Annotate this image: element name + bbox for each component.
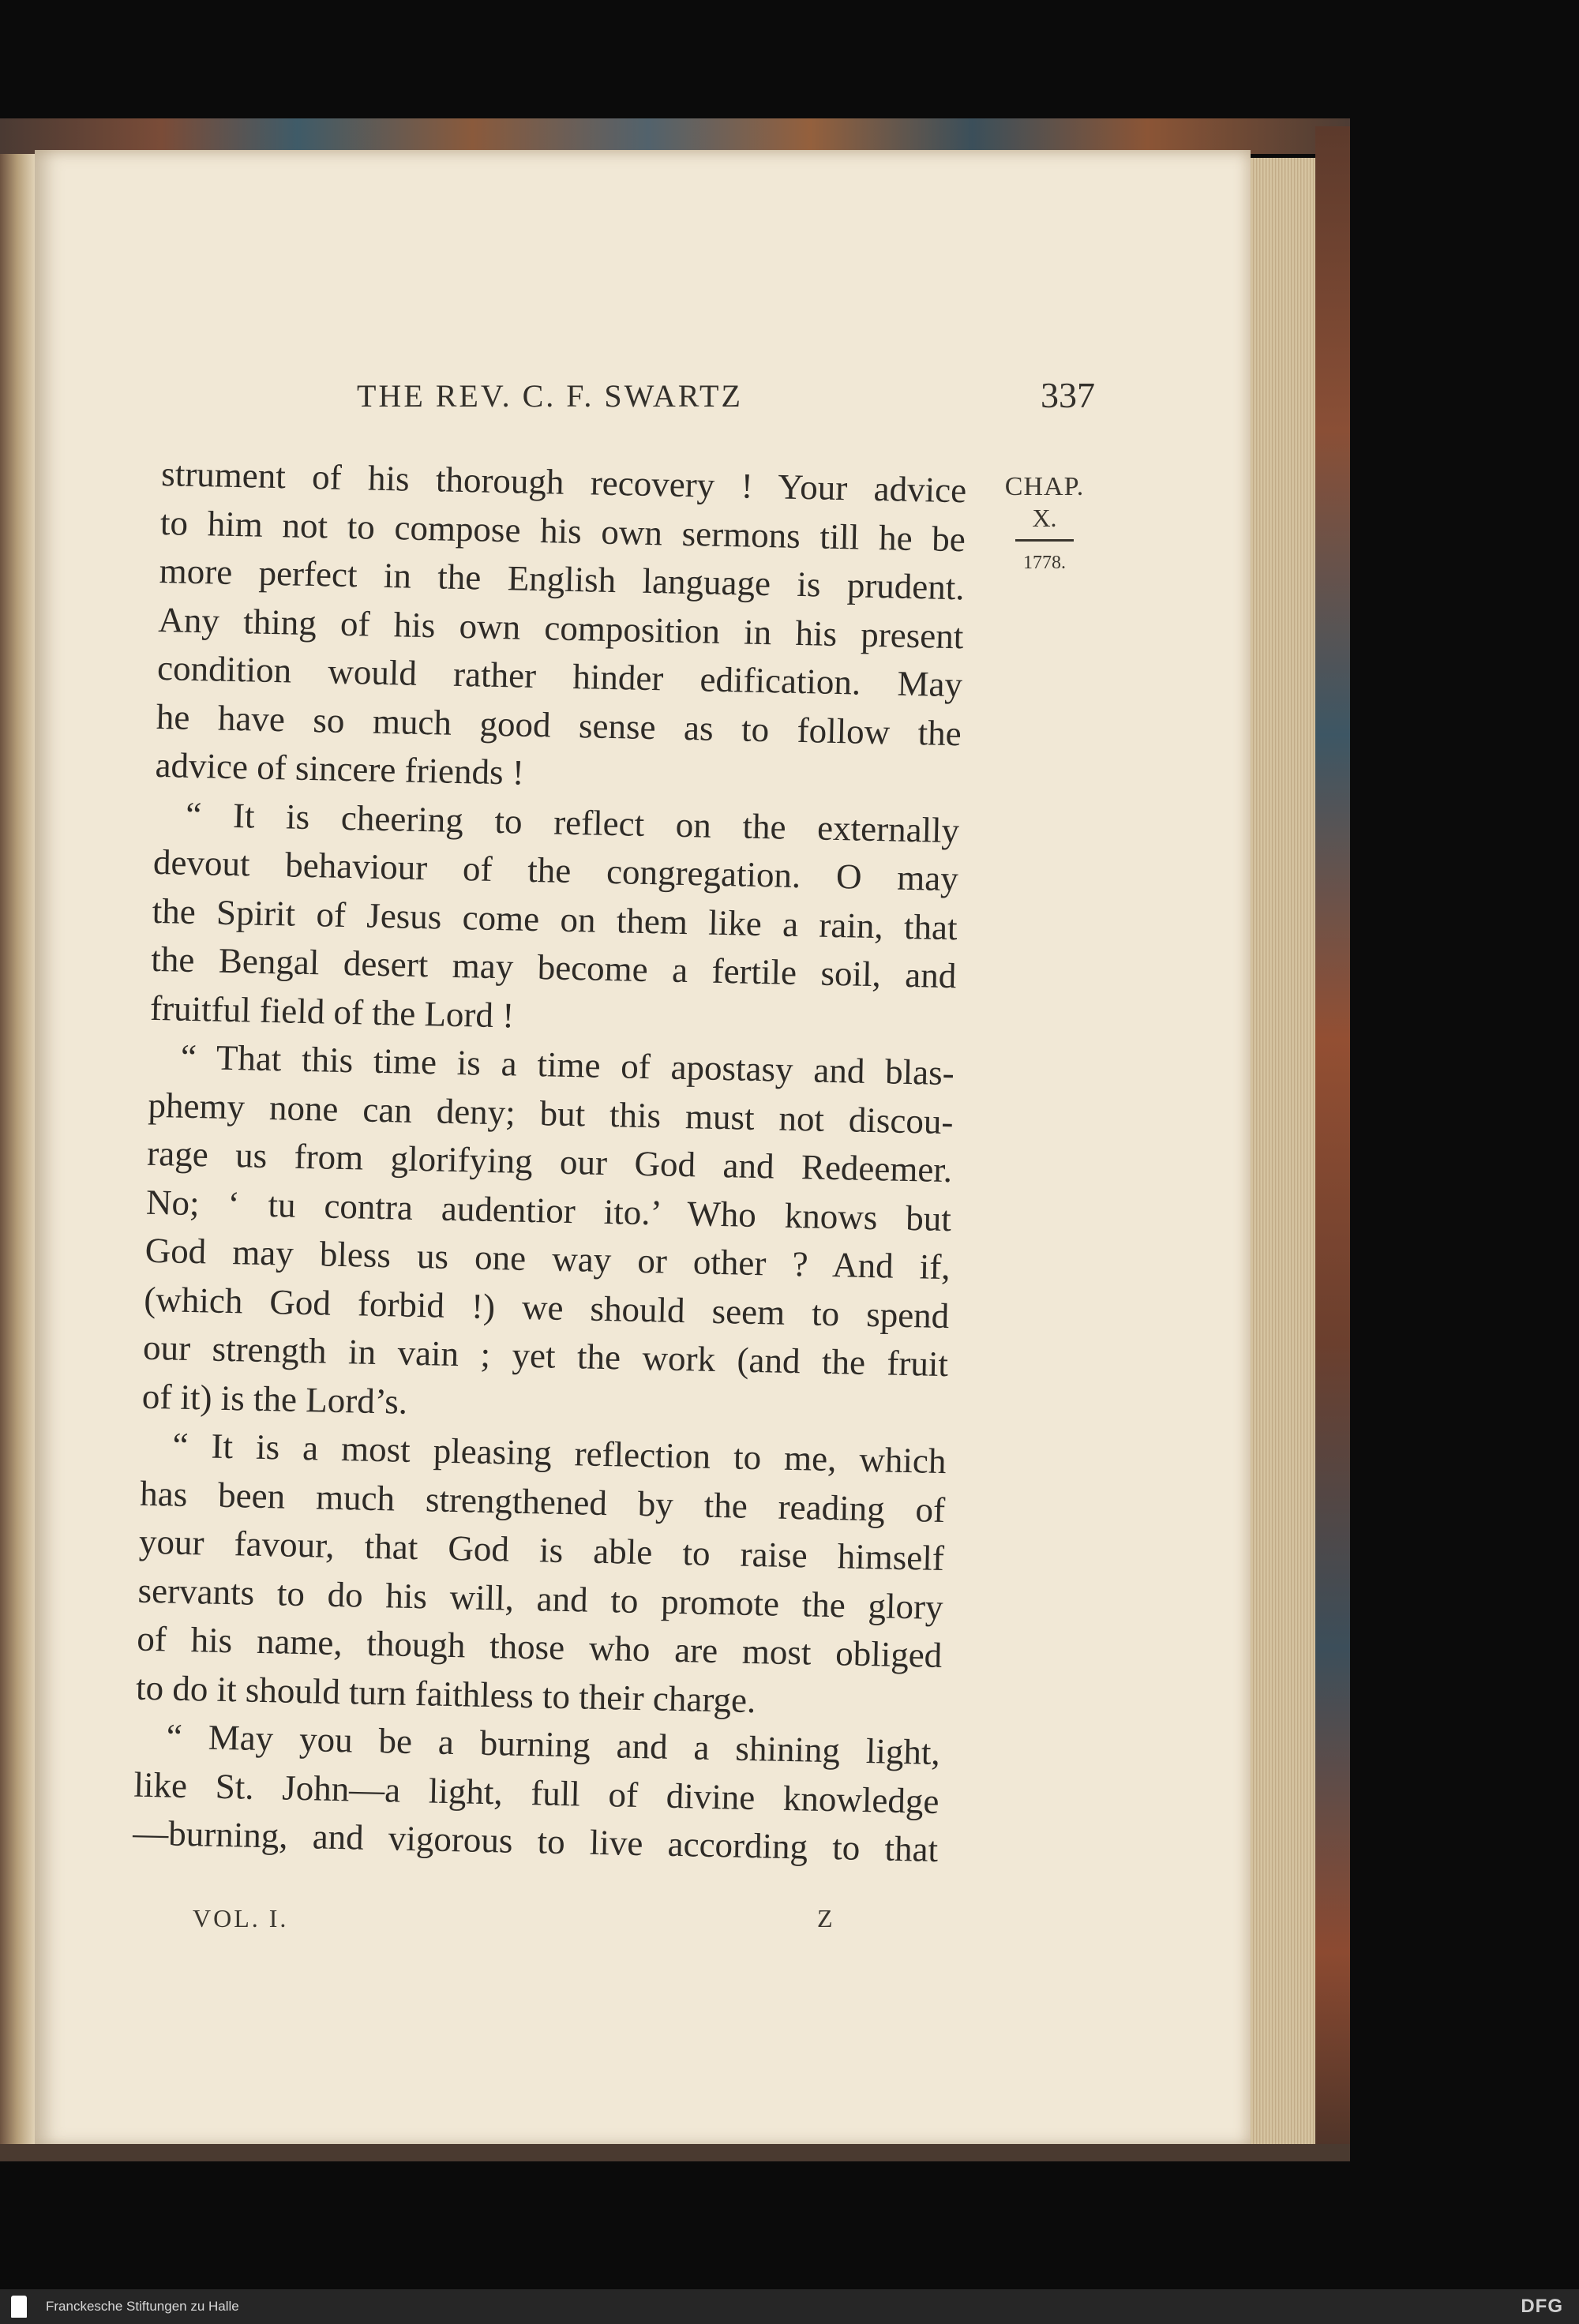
text-line: like St. John—a light, full of divine knowledge (133, 1764, 940, 1821)
text-line: fruitful field of the Lord ! (149, 988, 515, 1035)
text-line: the Spirit of Jesus come on them like a rain, that (152, 890, 958, 947)
text-line: “ That this time is a time of apostasy and blas- (180, 1036, 955, 1093)
text-line: rage us from glorifying our God and Redeemer. (146, 1133, 953, 1190)
text-line: advice of sincere friends ! (155, 744, 525, 793)
text-line: —burning, and vigorous to live according to that (132, 1812, 939, 1869)
text-line: No; ‘ tu contra audentior ito.’ Who knows but (145, 1182, 952, 1239)
text-line: condition would rather hinder edification. May (156, 647, 963, 705)
text-line: the Bengal desert may become a fertile soil, and (150, 939, 957, 996)
institution-logo-icon (11, 2296, 27, 2318)
text-line: God may bless us one way or other ? And if, (144, 1230, 951, 1288)
page-number: 337 (1041, 375, 1095, 415)
book-cover-side-edge (1315, 126, 1350, 2155)
text-line: “ May you be a burning and a shining light, (166, 1716, 941, 1772)
text-line: of it) is the Lord’s. (141, 1376, 408, 1422)
text-line: to him not to compose his own sermons till he be (159, 502, 966, 559)
text-line: to do it should turn faithless to their charge. (135, 1667, 756, 1720)
institution-label[interactable]: Franckesche Stiftungen zu Halle (46, 2299, 239, 2314)
body-text (133, 450, 967, 1874)
signature-mark: Z (817, 1904, 833, 1932)
text-line: your favour, that God is able to raise himself (138, 1521, 945, 1579)
text-line: strument of his thorough recovery ! Your advice (160, 453, 967, 511)
text-line: phemy none can deny; but this must not discou- (148, 1085, 954, 1141)
volume-signature: VOL. I. (193, 1904, 289, 1932)
chapter-label: CHAP. (1004, 472, 1085, 501)
text-line: our strength in vain ; yet the work (and the fruit (142, 1327, 949, 1385)
text-line: of his name, though those who are most obliged (136, 1618, 943, 1676)
dfg-logo[interactable]: DFG (1521, 2296, 1563, 2317)
chapter-number: X. (1032, 504, 1057, 532)
text-line: devout behaviour of the congregation. O may (152, 842, 959, 899)
text-line: “ It is a most pleasing reflection to me, which (172, 1425, 947, 1482)
page-stack-edge (1251, 158, 1315, 2147)
text-line: he have so much good sense as to follow the (156, 696, 962, 753)
book-cover-bottom-edge (0, 2144, 1350, 2161)
margin-note (993, 472, 1096, 574)
text-line: servants to do his will, and to promote the glory (137, 1570, 944, 1627)
running-title: THE REV. C. F. SWARTZ (357, 378, 743, 414)
text-line: (which God forbid !) we should seem to spend (143, 1279, 950, 1336)
margin-year: 1778. (1023, 553, 1066, 573)
viewer-footer (0, 2289, 1579, 2324)
facing-page-edge (0, 154, 38, 2151)
margin-rule (1015, 539, 1074, 542)
book-cover-top-edge (0, 118, 1350, 154)
text-line: more perfect in the English language is prudent. (159, 550, 966, 608)
text-line: “ It is cheering to reflect on the externally (185, 794, 960, 850)
text-line: has been much strengthened by the reading of (139, 1473, 946, 1530)
text-line: Any thing of his own composition in his present (157, 599, 964, 656)
